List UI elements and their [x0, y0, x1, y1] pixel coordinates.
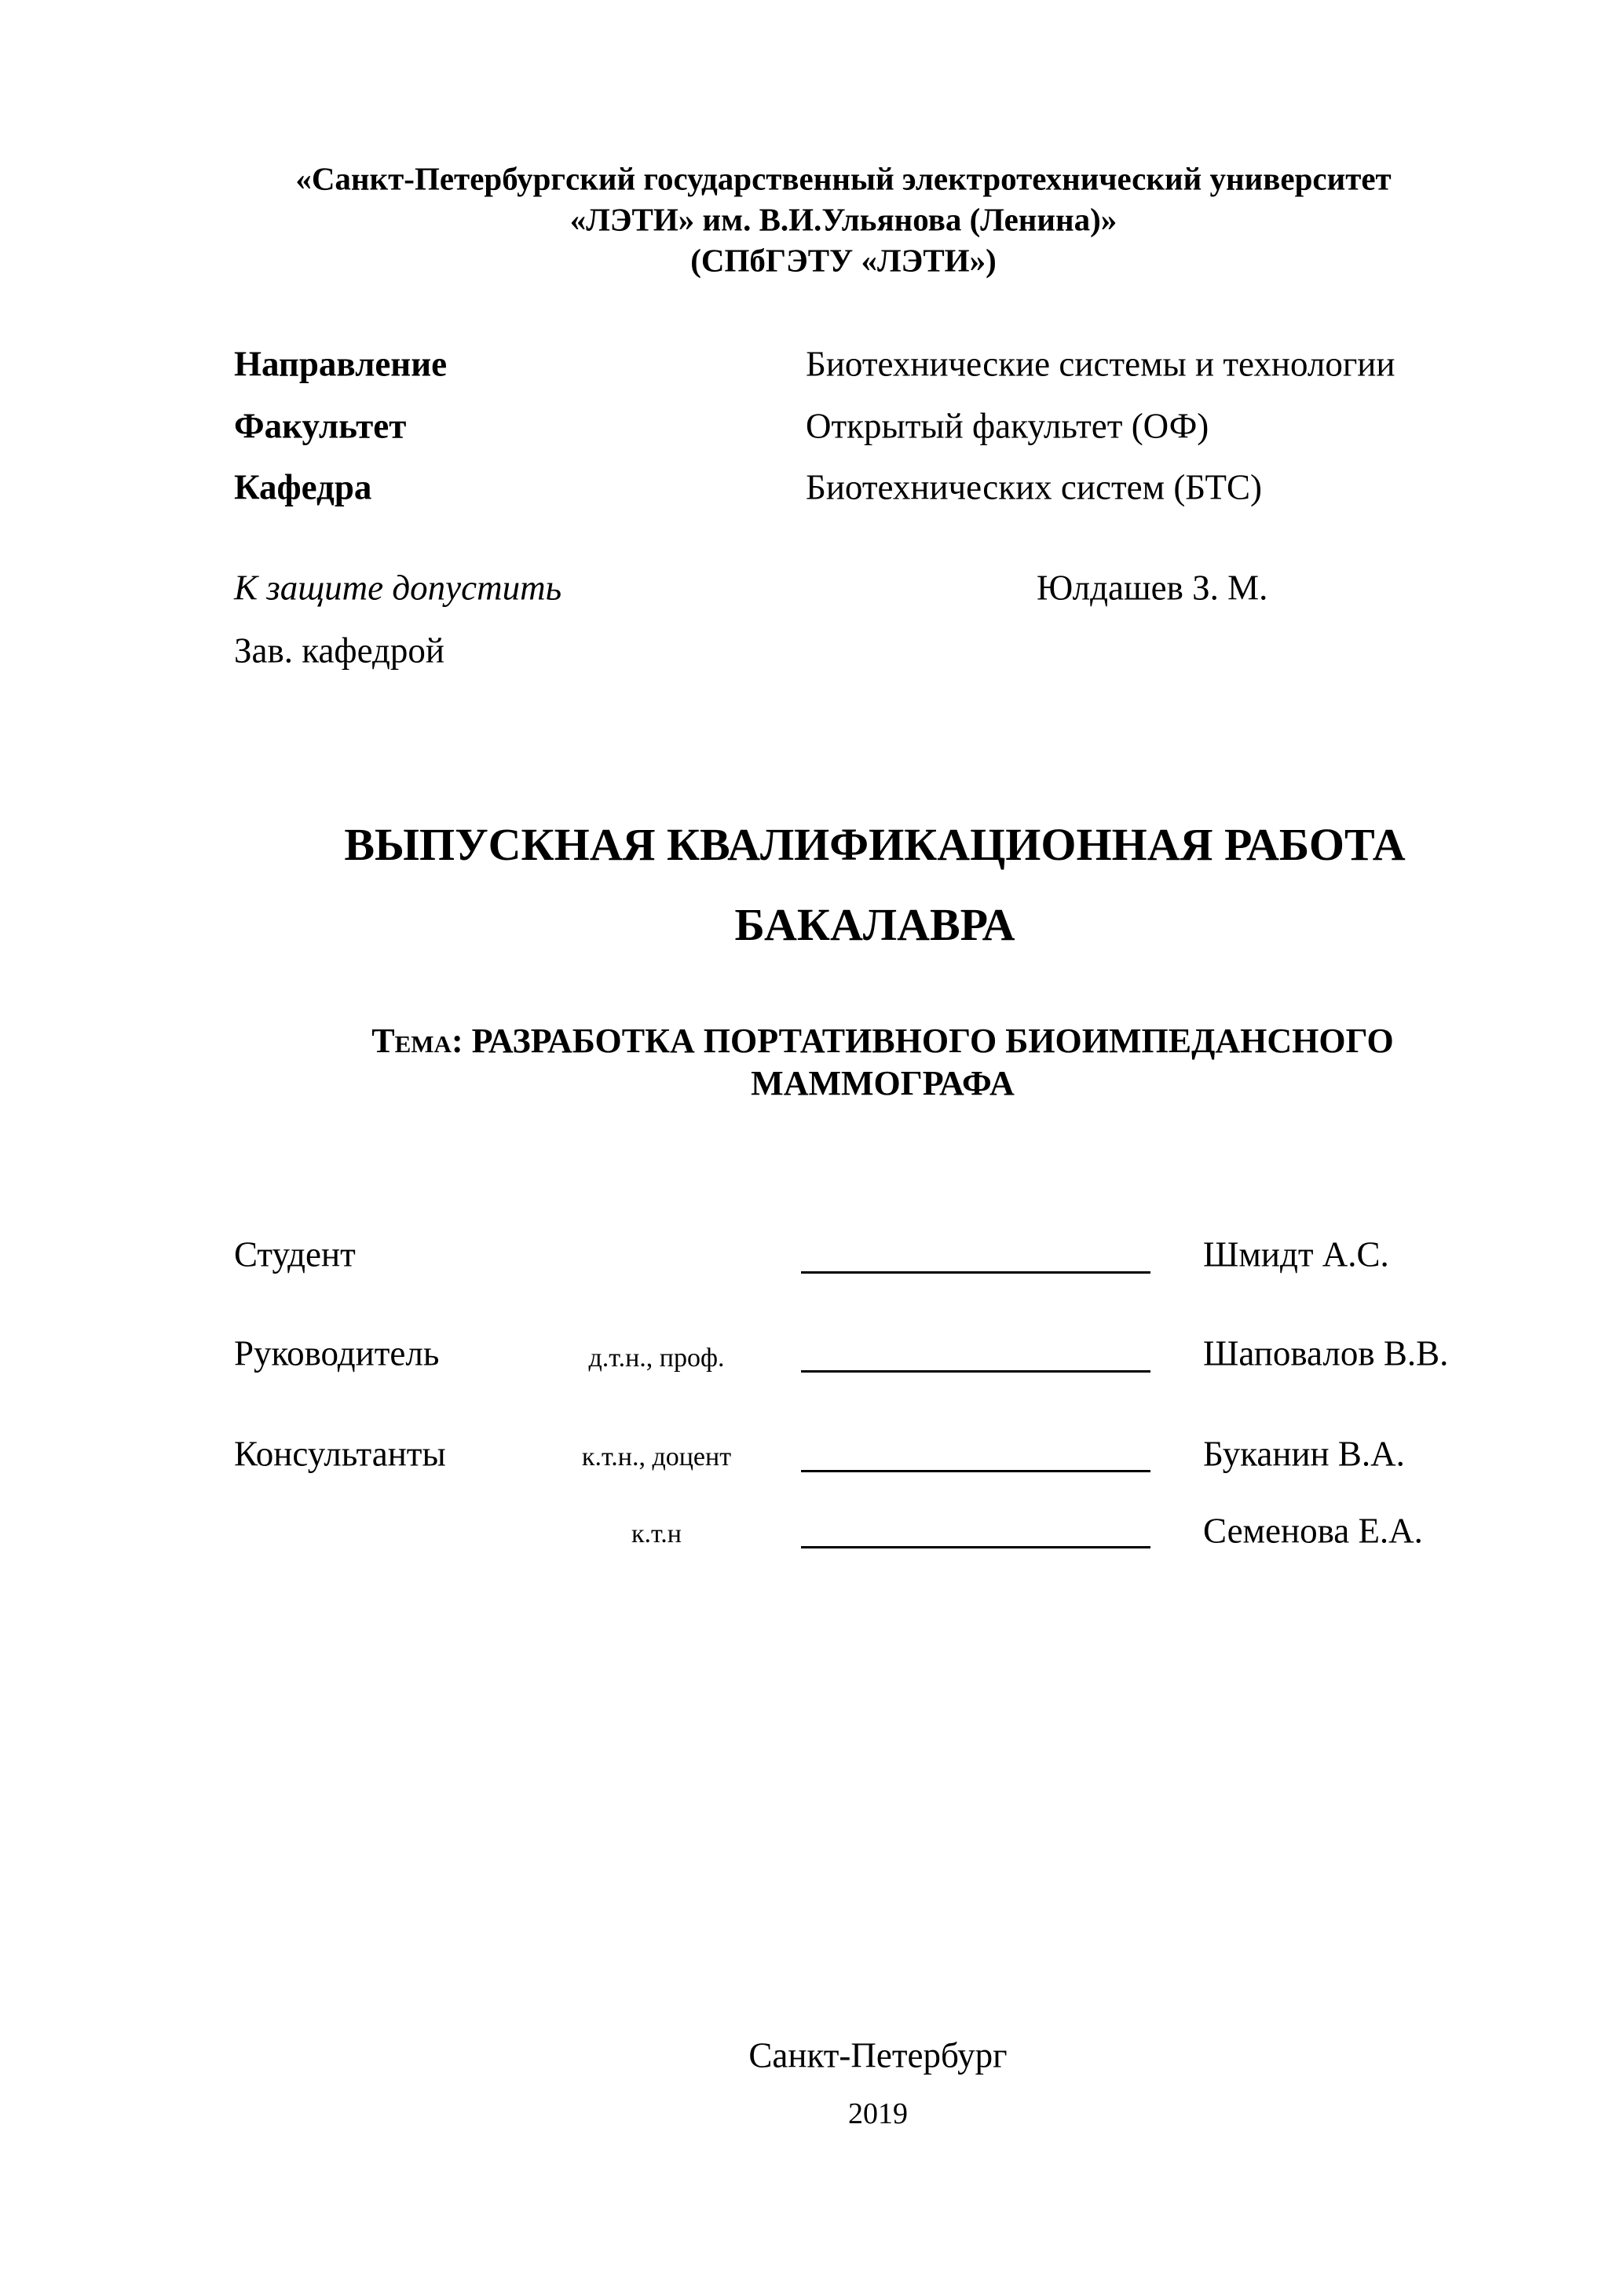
signature-line	[801, 1546, 1150, 1548]
signature-line	[801, 1271, 1150, 1274]
signature-name: Буканин В.А.	[1203, 1434, 1405, 1474]
topic-line1	[71, 1024, 1624, 1058]
department-value: Биотехнических систем (БТС)	[806, 467, 1263, 507]
footer-city: Санкт-Петербург	[748, 2035, 1008, 2075]
topic-line2: МАММОГРАФА	[751, 1064, 1015, 1102]
signature-role: Студент	[234, 1234, 356, 1274]
signature-name: Семенова Е.А.	[1203, 1511, 1423, 1551]
signature-name: Шмидт А.С.	[1203, 1234, 1389, 1274]
faculty-label: Факультет	[234, 406, 407, 446]
topic-text-line1: РАЗРАБОТКА ПОРТАТИВНОГО БИОИМПЕДАНСНОГО	[471, 1022, 1394, 1060]
approval-name: Юлдашев З. М.	[1037, 568, 1268, 608]
signature-name: Шаповалов В.В.	[1203, 1333, 1449, 1373]
direction-label: Направление	[234, 344, 448, 384]
document-title-line2: БАКАЛАВРА	[734, 899, 1015, 950]
document-title-line1: ВЫПУСКНАЯ КВАЛИФИКАЦИОННАЯ РАБОТА	[344, 819, 1406, 870]
topic-separator: :	[451, 1022, 463, 1060]
approval-label: К защите допустить	[234, 568, 562, 608]
footer-year: 2019	[848, 2097, 908, 2130]
signature-role: Руководитель	[234, 1333, 440, 1373]
direction-value: Биотехнические системы и технологии	[806, 344, 1395, 384]
signature-role: Консультанты	[234, 1434, 446, 1474]
university-name-line1: «Санкт-Петербургский государственный электротехнический университет	[295, 160, 1392, 197]
department-label: Кафедра	[234, 467, 372, 507]
signature-line	[801, 1370, 1150, 1373]
topic-prefix: Тема	[371, 1022, 452, 1060]
faculty-value: Открытый факультет (ОФ)	[806, 406, 1209, 446]
approval-position: Зав. кафедрой	[234, 631, 444, 671]
university-name-line2: «ЛЭТИ» им. В.И.Ульянова (Ленина)»	[569, 201, 1117, 238]
signature-degree: д.т.н., проф.	[588, 1344, 725, 1373]
signature-degree: к.т.н	[631, 1519, 682, 1548]
university-abbr: (СПбГЭТУ «ЛЭТИ»)	[690, 242, 997, 279]
signature-line	[801, 1470, 1150, 1472]
signature-degree: к.т.н., доцент	[581, 1442, 732, 1472]
